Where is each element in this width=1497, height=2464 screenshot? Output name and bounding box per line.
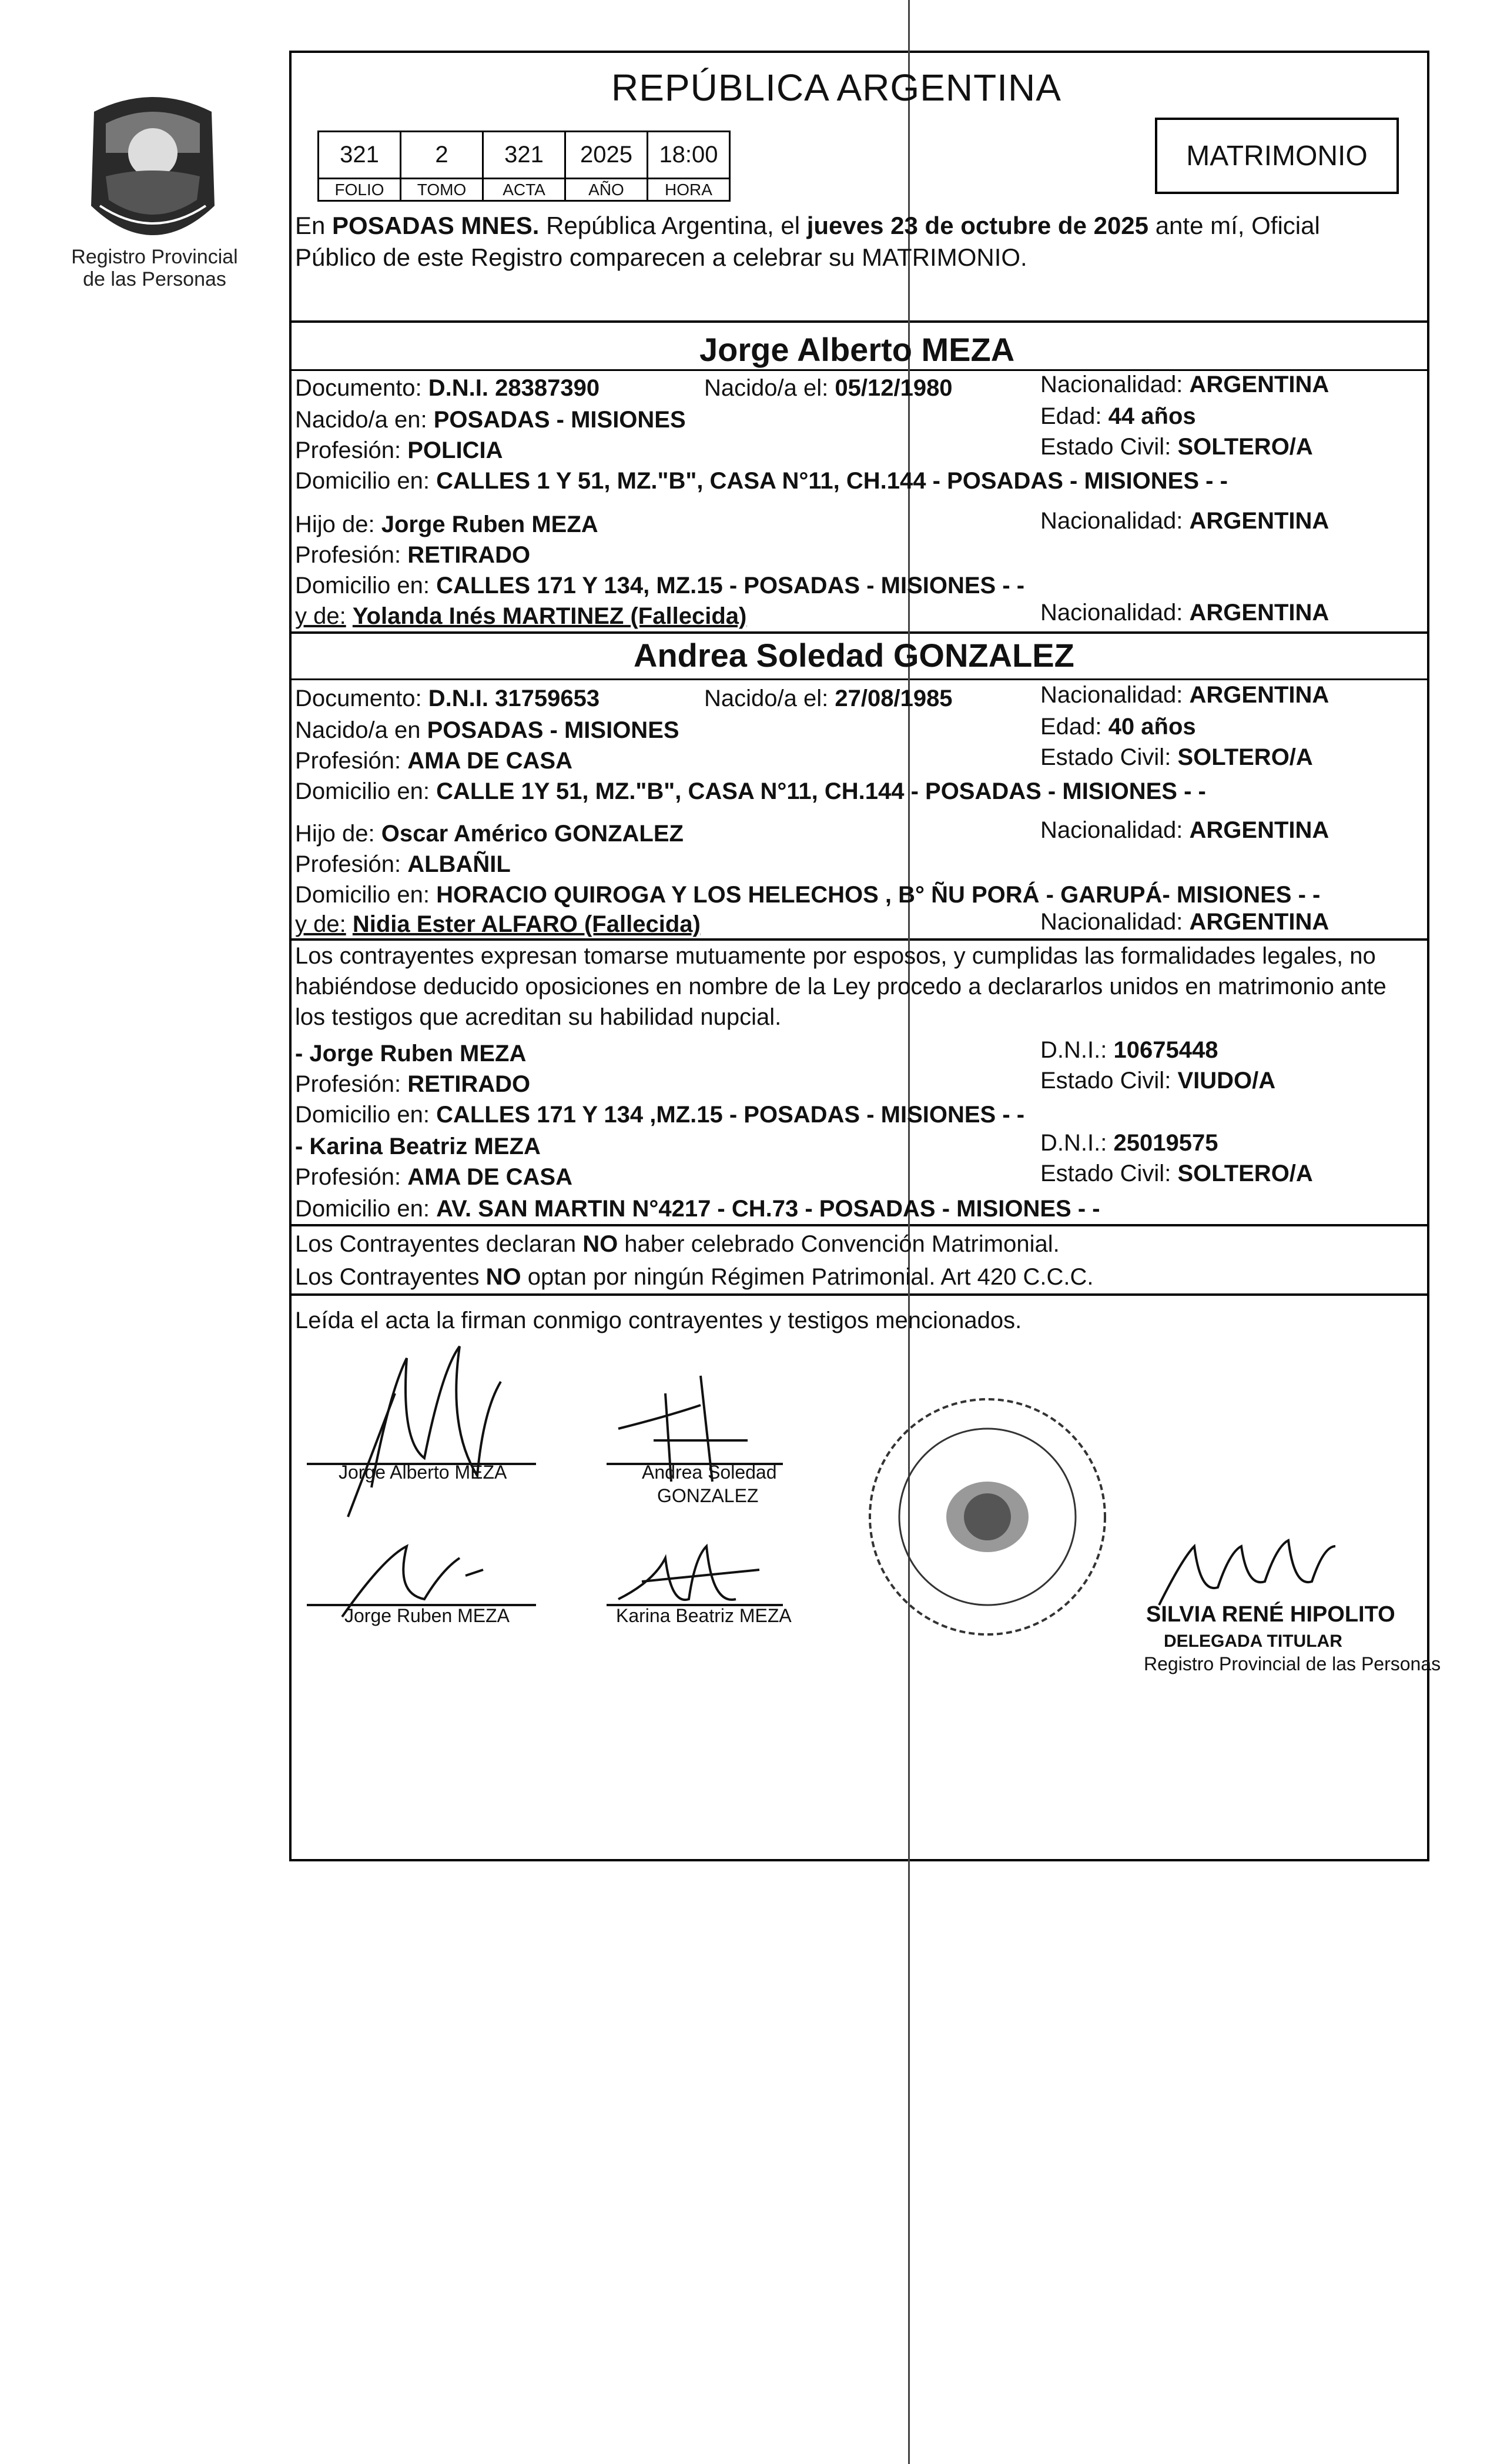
intro-line2: Público de este Registro comparecen a celebrar su MATRIMONIO. bbox=[295, 243, 1027, 271]
officer-title: DELEGADA TITULAR bbox=[1164, 1631, 1342, 1651]
document-type-box: MATRIMONIO bbox=[1155, 118, 1399, 194]
signature-caption-witness2: Karina Beatriz MEZA bbox=[616, 1605, 792, 1626]
declaration-line3: los testigos que acreditan su habilidad nupcial. bbox=[295, 1004, 782, 1030]
spouse2-birthplace: Nacido/a en POSADAS - MISIONES bbox=[295, 717, 679, 743]
anio-label: AÑO bbox=[565, 179, 648, 201]
witness2-profession: Profesión: AMA DE CASA bbox=[295, 1164, 572, 1190]
logo-caption-line1: Registro Provincial bbox=[71, 246, 238, 268]
spouse2-name: Andrea Soledad GONZALEZ bbox=[634, 637, 1074, 674]
spouse2-father-address: Domicilio en: HORACIO QUIROGA Y LOS HELECHOS , B° ÑU PORÁ - GARUPÁ- MISIONES - - bbox=[295, 882, 1321, 908]
logo-caption-line2: de las Personas bbox=[83, 268, 226, 290]
folio-label: FOLIO bbox=[319, 179, 401, 201]
spouse2-father-profession: Profesión: ALBAÑIL bbox=[295, 851, 511, 877]
spouse2-father: Hijo de: Oscar Américo GONZALEZ bbox=[295, 821, 684, 847]
witness1-dni: D.N.I.: 10675448 bbox=[1040, 1037, 1218, 1063]
registry-stamp bbox=[858, 1388, 1117, 1646]
witness1-civil-status: Estado Civil: VIUDO/A bbox=[1040, 1068, 1276, 1094]
logo-caption bbox=[69, 246, 240, 290]
acta-label: ACTA bbox=[483, 179, 565, 201]
spouse1-mother: y de: Yolanda Inés MARTINEZ (Fallecida) bbox=[295, 603, 747, 629]
spouse1-age: Edad: 44 años bbox=[1040, 403, 1196, 429]
witness1-profession: Profesión: RETIRADO bbox=[295, 1071, 531, 1097]
spouse2-mother-nationality: Nacionalidad: ARGENTINA bbox=[1040, 909, 1329, 935]
folio-value: 321 bbox=[319, 132, 401, 179]
spouse1-father-profession: Profesión: RETIRADO bbox=[295, 542, 531, 568]
witness2-address: Domicilio en: AV. SAN MARTIN N°4217 - CH.73 - POSADAS - MISIONES - - bbox=[295, 1196, 1100, 1222]
spouse2-document: Documento: D.N.I. 31759653 bbox=[295, 686, 600, 711]
declaration-line2: habiéndose deducido oposiciones en nombre de la Ley procedo a declararlos unidos en matrimonio ante bbox=[295, 974, 1387, 999]
hora-label: HORA bbox=[648, 179, 730, 201]
intro-line1: En POSADAS MNES. República Argentina, el jueves 23 de octubre de 2025 ante mí, Oficial bbox=[295, 212, 1320, 239]
acta-value: 321 bbox=[483, 132, 565, 179]
witness2-dni: D.N.I.: 25019575 bbox=[1040, 1130, 1218, 1156]
spouse1-father-nationality: Nacionalidad: ARGENTINA bbox=[1040, 508, 1329, 534]
signature-caption-spouse1: Jorge Alberto MEZA bbox=[339, 1462, 507, 1483]
provincial-seal-logo bbox=[82, 88, 223, 259]
spouse1-father-address: Domicilio en: CALLES 171 Y 134, MZ.15 - POSADAS - MISIONES - - bbox=[295, 573, 1025, 599]
spouse2-nationality: Nacionalidad: ARGENTINA bbox=[1040, 682, 1329, 708]
spouse2-age: Edad: 40 años bbox=[1040, 714, 1196, 740]
spouse1-address: Domicilio en: CALLES 1 Y 51, MZ."B", CASA N°11, CH.144 - POSADAS - MISIONES - - bbox=[295, 468, 1228, 494]
signature-caption-spouse2-line1: Andrea Soledad bbox=[642, 1462, 777, 1483]
divider-header bbox=[289, 320, 1429, 323]
witness2-name: - Karina Beatriz MEZA bbox=[295, 1134, 541, 1159]
tomo-label: TOMO bbox=[401, 179, 483, 201]
witness2-civil-status: Estado Civil: SOLTERO/A bbox=[1040, 1161, 1313, 1186]
officer-name: SILVIA RENÉ HIPOLITO bbox=[1146, 1602, 1395, 1627]
closing-statement: Leída el acta la firman conmigo contrayentes y testigos mencionados. bbox=[295, 1308, 1022, 1333]
officer-office: Registro Provincial de las Personas bbox=[1144, 1653, 1441, 1674]
spouse1-name: Jorge Alberto MEZA bbox=[699, 331, 1015, 368]
spouse1-born: Nacido/a el: 05/12/1980 bbox=[704, 375, 953, 401]
witness1-name: - Jorge Ruben MEZA bbox=[295, 1041, 527, 1066]
spouse1-birthplace: Nacido/a en: POSADAS - MISIONES bbox=[295, 407, 686, 433]
regime-line1: Los Contrayentes declaran NO haber celebrado Convención Matrimonial. bbox=[295, 1231, 1060, 1257]
divider-spouse1-end bbox=[289, 631, 1429, 634]
witness1-address: Domicilio en: CALLES 171 Y 134 ,MZ.15 - POSADAS - MISIONES - - bbox=[295, 1102, 1025, 1128]
record-table bbox=[317, 131, 731, 202]
spouse1-document: Documento: D.N.I. 28387390 bbox=[295, 375, 600, 401]
regime-line2: Los Contrayentes NO optan por ningún Régimen Patrimonial. Art 420 C.C.C. bbox=[295, 1264, 1094, 1290]
country-title: REPÚBLICA ARGENTINA bbox=[611, 66, 1061, 109]
spouse2-born: Nacido/a el: 27/08/1985 bbox=[704, 686, 953, 711]
spouse2-mother: y de: Nidia Ester ALFARO (Fallecida) bbox=[295, 911, 701, 937]
declaration-line1: Los contrayentes expresan tomarse mutuamente por esposos, y cumplidas las formalidades legales, no bbox=[295, 943, 1376, 969]
spouse2-address: Domicilio en: CALLE 1Y 51, MZ."B", CASA N°11, CH.144 - POSADAS - MISIONES - - bbox=[295, 778, 1206, 804]
signature-caption-witness1: Jorge Ruben MEZA bbox=[344, 1605, 510, 1626]
spouse1-profession: Profesión: POLICIA bbox=[295, 437, 503, 463]
divider-witnesses-end bbox=[289, 1224, 1429, 1226]
divider-spouse2-name bbox=[289, 678, 1429, 680]
spouse2-father-nationality: Nacionalidad: ARGENTINA bbox=[1040, 817, 1329, 843]
spouse1-father: Hijo de: Jorge Ruben MEZA bbox=[295, 511, 598, 537]
spouse1-nationality: Nacionalidad: ARGENTINA bbox=[1040, 372, 1329, 397]
hora-value: 18:00 bbox=[648, 132, 730, 179]
divider-regime-end bbox=[289, 1293, 1429, 1296]
anio-value: 2025 bbox=[565, 132, 648, 179]
divider-spouse2-end bbox=[289, 938, 1429, 941]
spouse1-civil-status: Estado Civil: SOLTERO/A bbox=[1040, 434, 1313, 460]
spouse2-civil-status: Estado Civil: SOLTERO/A bbox=[1040, 744, 1313, 770]
tomo-value: 2 bbox=[401, 132, 483, 179]
spouse2-profession: Profesión: AMA DE CASA bbox=[295, 748, 572, 774]
spouse1-mother-nationality: Nacionalidad: ARGENTINA bbox=[1040, 600, 1329, 626]
signature-caption-spouse2-line2: GONZALEZ bbox=[657, 1485, 759, 1506]
